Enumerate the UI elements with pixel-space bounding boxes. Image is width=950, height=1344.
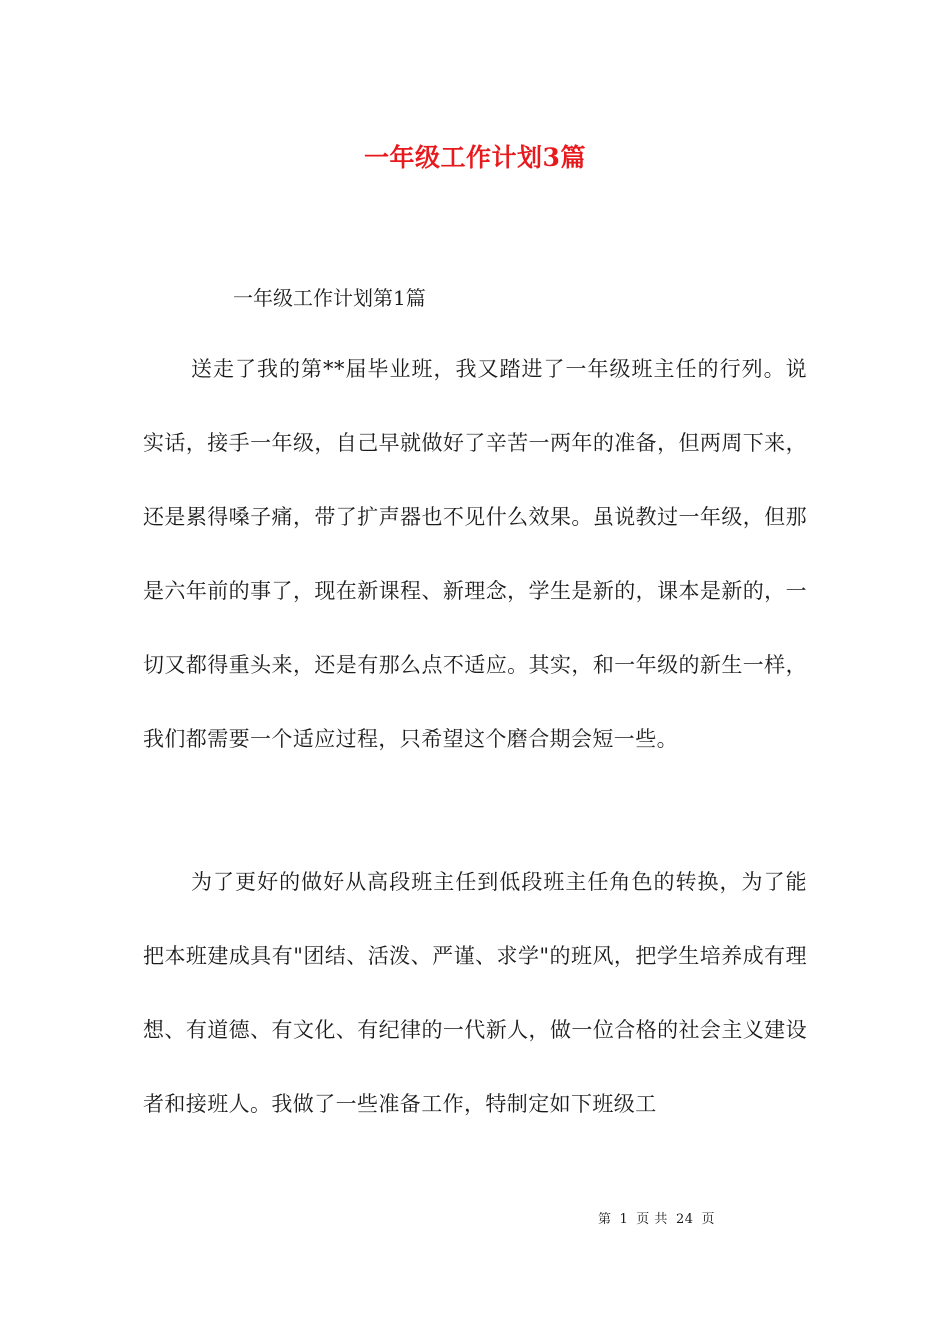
body-paragraph-2: 为了更好的做好从高段班主任到低段班主任角色的转换，为了能把本班建成具有"团结、活泼、严谨、求学"的班风，把学生培养成有理想、有道德、有文化、有纪律的一代新人，做一位合格的社会主义建设者和接班人。我做了一些准备工作，特制定如下班级工: [143, 870, 807, 1116]
footer-total-pages: 24: [675, 1212, 694, 1227]
body-paragraph-1: 送走了我的第**届毕业班，我又踏进了一年级班主任的行列。说实话，接手一年级，自己早就做好了辛苦一两年的准备，但两周下来，还是累得嗓子痛，带了扩声器也不见什么效果。虽说教过一年级，但那是六年前的事了，现在新课程、新理念，学生是新的，课本是新的，一切又都得重头来，还是有那么点不适应。其实，和一年级的新生一样，我们都需要一个适应过程，只希望这个磨合期会短一些。: [143, 357, 807, 751]
footer-middle: 页 共: [636, 1212, 668, 1227]
footer-suffix: 页: [701, 1212, 715, 1227]
section-heading: 一年级工作计划第1篇: [233, 286, 426, 310]
page-footer: [594, 1208, 719, 1227]
document-title: 一年级工作计划3篇: [364, 143, 586, 172]
footer-current-page: 1: [619, 1212, 629, 1227]
footer-prefix: 第: [598, 1212, 612, 1227]
